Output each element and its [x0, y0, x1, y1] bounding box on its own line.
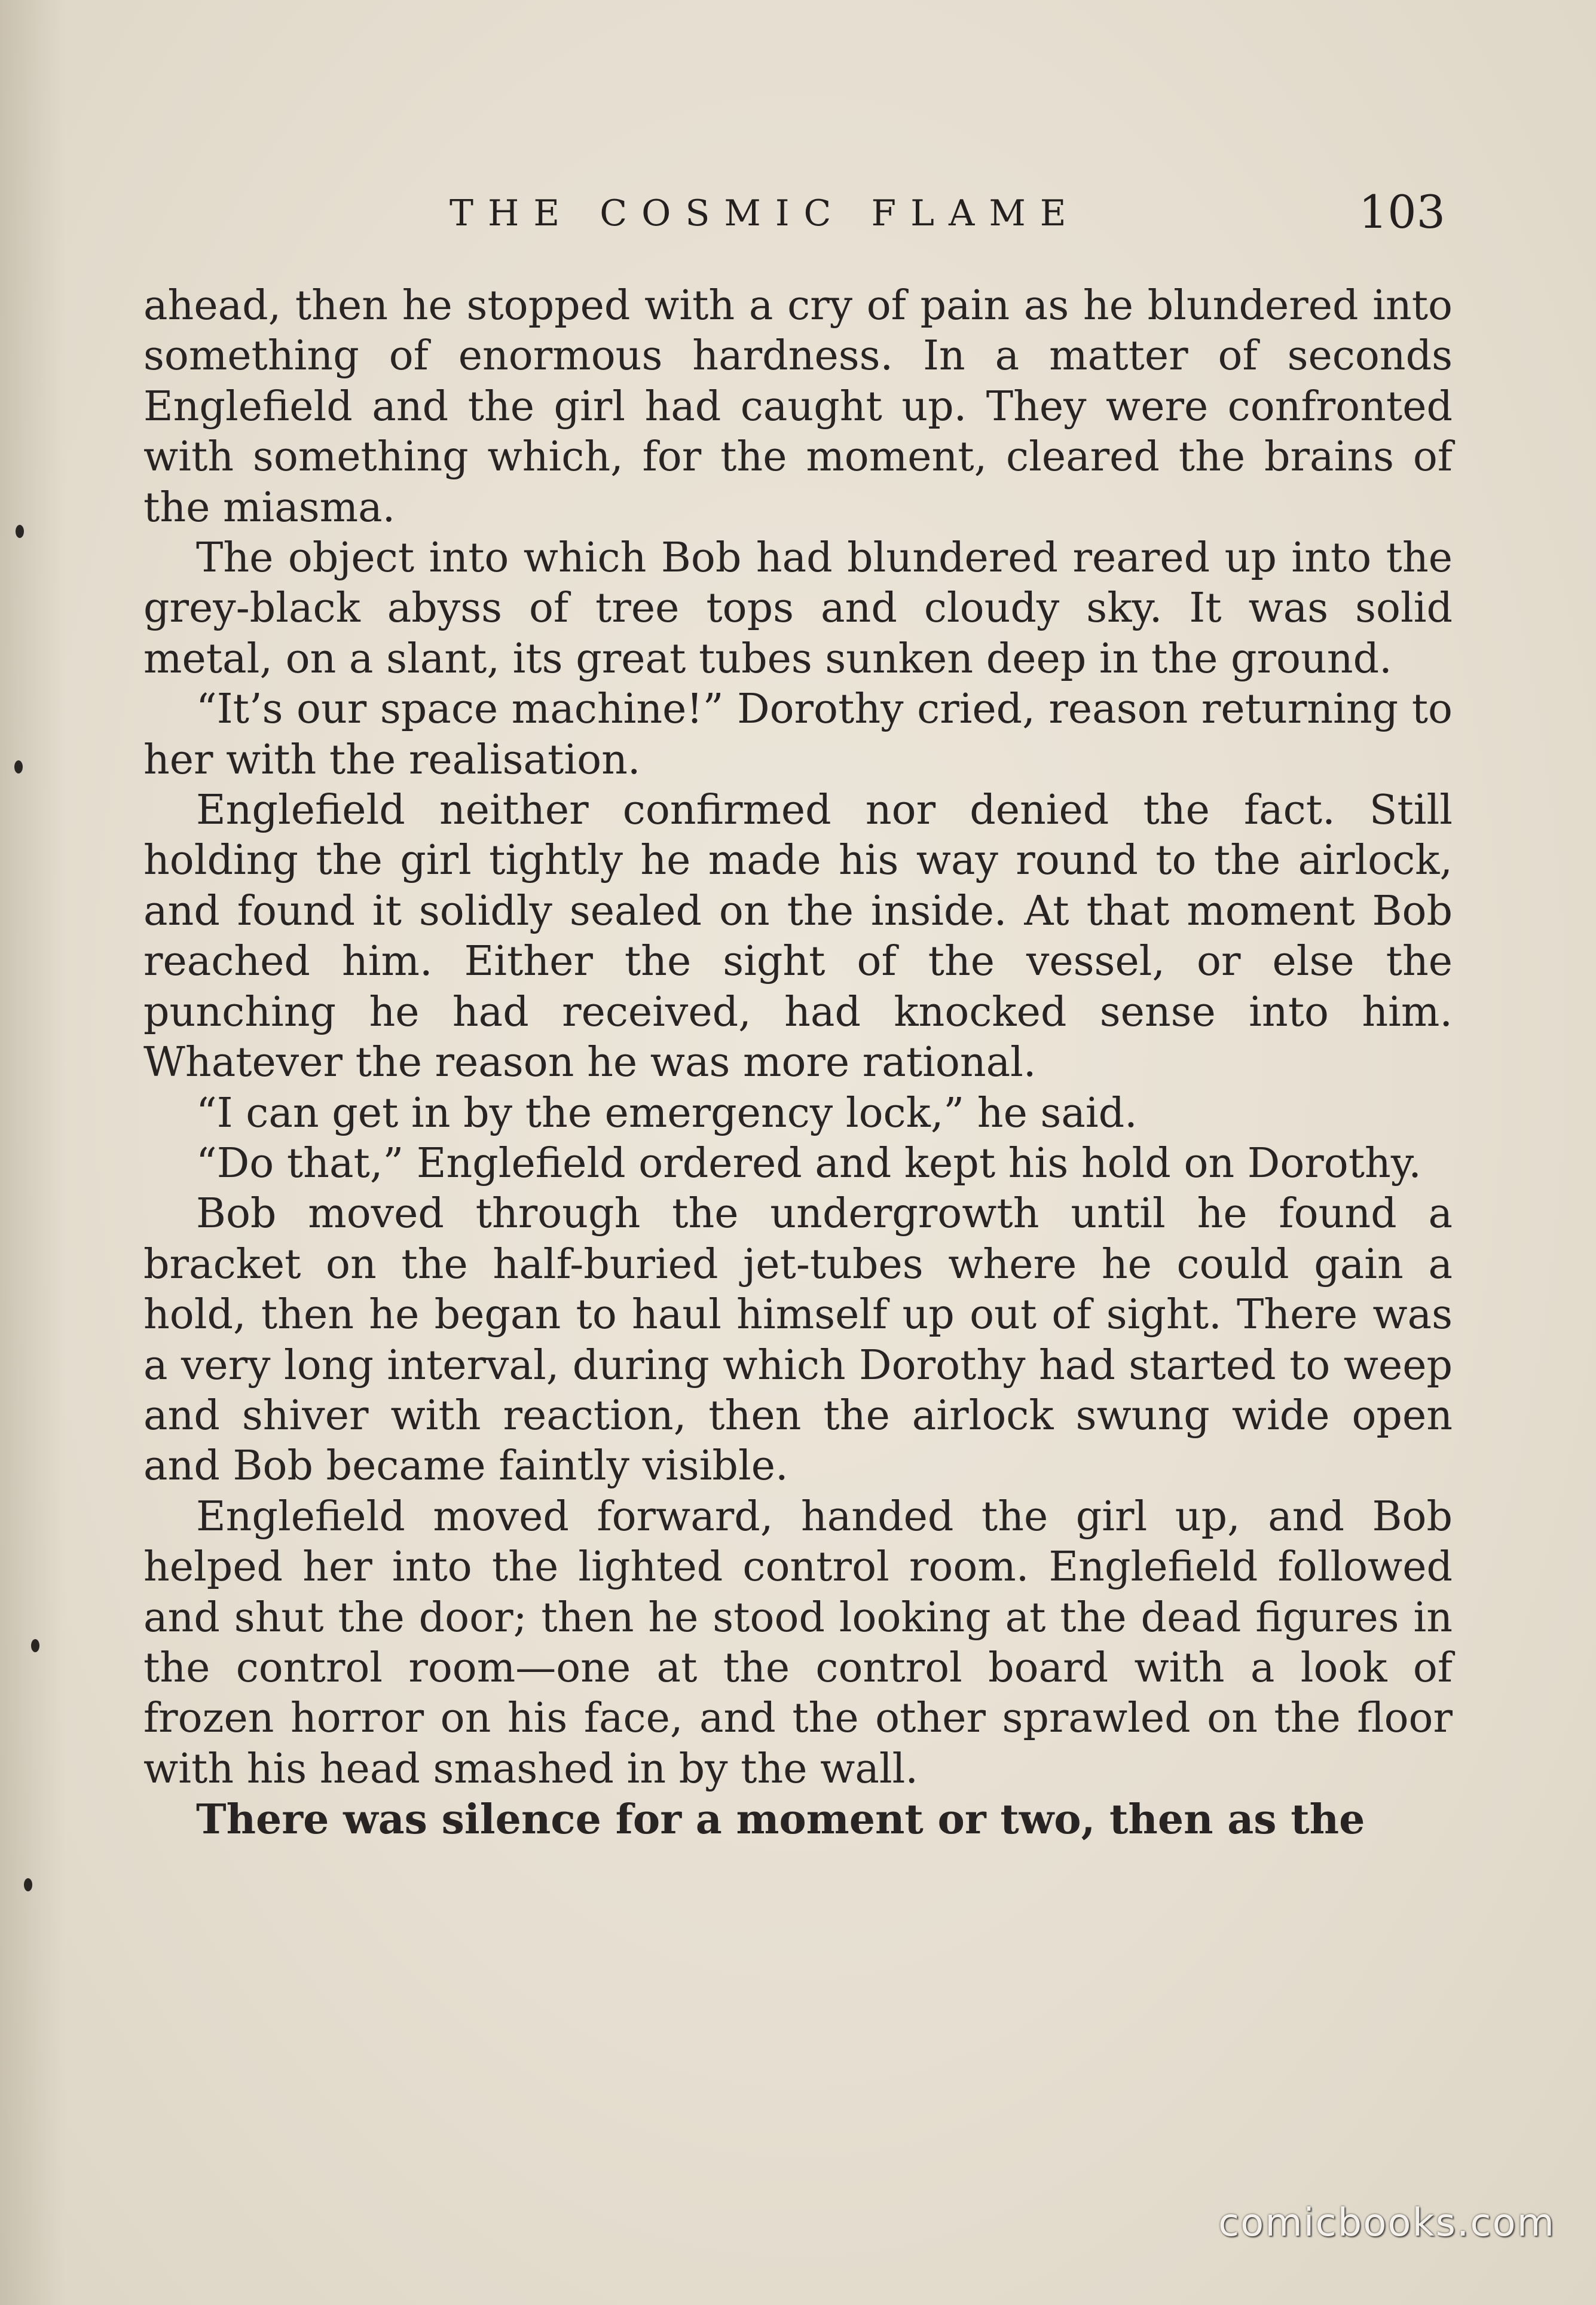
- binding-hole-mark: [14, 760, 23, 774]
- page-edge-shadow: [0, 0, 66, 2305]
- paragraph: Englefield neither confirmed nor denied the fact. Still holding the girl tightly he made his way round to the airlock, and found it solidly sealed on the inside. At that moment Bob reached him. Either the sight of the vessel, or else the punching he had received, had knocked sense into him. Whatever the reason he was more rational.: [143, 787, 1453, 1087]
- binding-hole-mark: [24, 1878, 32, 1891]
- paragraph: Englefield moved forward, handed the girl up, and Bob helped her into the lighted control room. Englefield followed and shut the door; then he stood looking at the dead figures in the control room—one at the control board with a look of frozen horror on his face, and the other sprawled on the floor with his head smashed in by the wall.: [143, 1493, 1453, 1793]
- paragraph: “Do that,” Englefield ordered and kept his hold on Dorothy.: [196, 1139, 1421, 1187]
- paragraph: The object into which Bob had blundered reared up into the grey-black abyss of tree tops and cloudy sky. It was solid metal, on a slant, its great tubes sunken deep in the ground.: [143, 534, 1453, 683]
- watermark: comicbooks.com: [1218, 2201, 1555, 2245]
- paragraph-continued: There was silence for a moment or two, then as the: [196, 1796, 1365, 1844]
- body-text: [143, 281, 1453, 1845]
- paragraph: ahead, then he stopped with a cry of pain as he blundered into something of enormous hardness. In a matter of seconds Englefield and the girl had caught up. They were confronted with something which, for the moment, cleared the brains of the miasma.: [143, 282, 1453, 531]
- paragraph: Bob moved through the undergrowth until he found a bracket on the half-buried jet-tubes where he could gain a hold, then he began to haul himself up out of sight. There was a very long interval, during which Dorothy had started to weep and shiver with reaction, then the airlock swung wide open and Bob became faintly visible.: [143, 1190, 1453, 1490]
- binding-hole-mark: [31, 1639, 39, 1652]
- paragraph: “It’s our space machine!” Dorothy cried, reason returning to her with the realisation.: [143, 686, 1453, 784]
- binding-hole-mark: [16, 525, 24, 538]
- paragraph: “I can get in by the emergency lock,” he said.: [196, 1089, 1138, 1137]
- running-title: THE COSMIC FLAME: [450, 192, 1081, 234]
- page-number: 103: [1358, 185, 1445, 239]
- running-head: [0, 179, 1596, 251]
